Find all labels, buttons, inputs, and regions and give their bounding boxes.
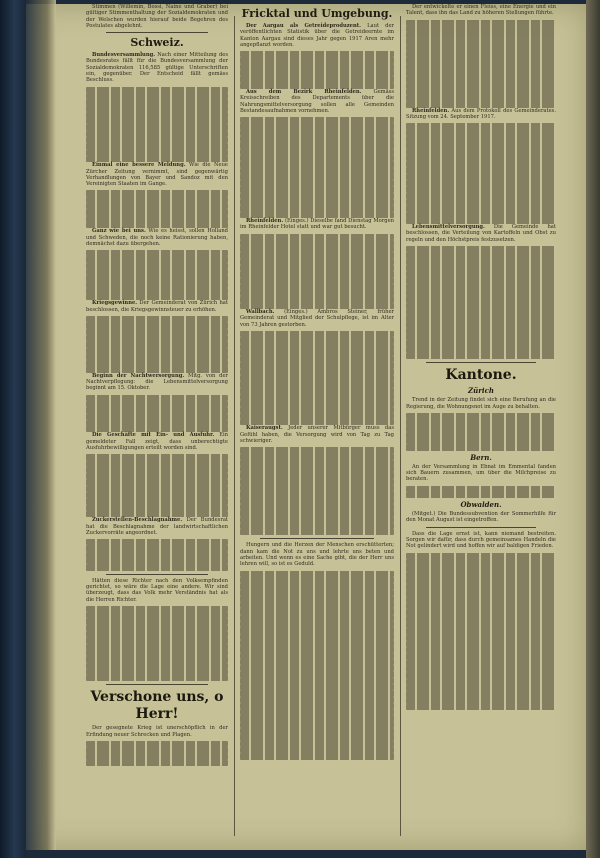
- article-title: Aus dem Bezirk Rheinfelden.: [246, 88, 362, 95]
- canton-name: Zürich: [468, 386, 494, 396]
- article-title: Einmal eine bessere Meldung.: [92, 162, 186, 169]
- text-lines: [86, 605, 228, 682]
- article-title: Lebensmittelversorgung.: [412, 224, 485, 231]
- article-paragraph: [240, 425, 394, 444]
- article-title: Beginn der Nachtwersorgung.: [92, 372, 185, 379]
- column-middle: [240, 4, 394, 850]
- article-title: Bundesversammlung.: [92, 52, 156, 59]
- article-text: Nach einer Mitteilung des Bundesrates fällt für die Bundesversammlung der Sozialdemokraten 116,585 gültige Unterschriften ein, gegenüber. Der Entscheid fällt gemäss Beschluss.: [86, 52, 228, 84]
- divider: [426, 362, 536, 363]
- text-lines: [240, 446, 394, 535]
- article-paragraph: [406, 108, 556, 121]
- text-lines: [86, 86, 228, 163]
- section-heading: Kantone.: [445, 367, 517, 384]
- article-paragraph: [86, 300, 228, 313]
- article-title: Rheinfelden.: [246, 217, 284, 224]
- page-edge: [586, 0, 600, 858]
- column-left: [86, 4, 228, 850]
- article-paragraph: [86, 228, 228, 247]
- text-lines: [406, 122, 556, 224]
- lower-headline: Verschone uns, o Herr!: [90, 689, 224, 723]
- article-title: Der Aargau als Getreideproduzent.: [246, 23, 361, 29]
- article-paragraph: [240, 309, 394, 328]
- divider: [426, 527, 536, 528]
- section-heading: Schweiz.: [130, 36, 184, 50]
- article-paragraph: [240, 23, 394, 48]
- canton-name: Bern.: [470, 452, 492, 462]
- text-lines: [406, 552, 556, 710]
- section-heading: Fricktal und Umgebung.: [241, 7, 393, 20]
- article-text: Der Bundesrat hat die Beschlagnahme der landwirtschaftlichen Zuckervorräte angeordnet.: [86, 517, 228, 536]
- article-text: Wie es heisst, sollen Holland und Schweden, die noch keine Rationierung haben, demnächst dazu übergehen.: [86, 228, 228, 247]
- article-text: Aus dem Protokoll des Gemeinderates. Sitzung vom 24. September 1917.: [406, 107, 556, 121]
- article-text: Mitg. von der Nachtverpflegung: die Lebensmittelversorgung beginnt am 15. Oktober.: [86, 372, 228, 392]
- article-title: Wallbach.: [246, 309, 275, 316]
- text-lines: [86, 315, 228, 373]
- text-lines: [240, 570, 394, 760]
- text-lines: [86, 249, 228, 300]
- article-paragraph: [86, 432, 228, 451]
- article-text: (Einges.) Dieselbe fand Dienstag Morgen im Rheinfelder Hotel statt und war gut besucht.: [240, 217, 394, 231]
- book-binding: [0, 0, 26, 858]
- page-gutter: [26, 0, 56, 850]
- lower-paragraph: Hätten diese Richter nach den Volksempfinden gerichtet, so wäre die Lage eine andere. Wir sind überzeugt, dass das Volk mehr Verständnis hat als die Herren Richter.: [86, 577, 228, 603]
- lower-paragraph: Dass die Lage ernst ist, kann niemand bestreiten. Sorgen wir dafür, dass durch gemeinsames Handeln die Not gelindert wird und hoffen wir auf baldigen Frieden.: [406, 530, 556, 550]
- article-paragraph: [86, 517, 228, 536]
- article-text: Wie die Neue Zürcher Zeitung vernimmt, sind gegenwärtig Verhandlungen von Bayer und Sandoz mit den Vereinigten Staaten im Gange.: [86, 162, 228, 188]
- text-lines: [406, 245, 556, 359]
- divider: [106, 684, 208, 685]
- article-paragraph: [240, 218, 394, 231]
- article-paragraph: [86, 162, 228, 187]
- article-paragraph: [240, 89, 394, 114]
- article-text: Gemäss Kreisschreiben des Departements über die Nahrungsmittelversorgung sollen alle Gemeinden Bestandesaufnahmen vornehmen.: [240, 88, 394, 114]
- intro-paragraph: Stimmen (Willemin, Bossi, Naine und Graber) bei gültiger Stimmenthaltung der Sozialdemokraten und der Welschen wurden hierauf beide Begehren des Postulates abgelehnt.: [86, 4, 228, 29]
- article-text: Die Gemeinde hat beschlossen, die Verteilung von Kartoffeln und Obst zu regeln und den Höchstpreis festzusetzen.: [406, 224, 556, 243]
- text-lines: [86, 538, 228, 570]
- text-lines: [240, 233, 394, 310]
- article-title: Die Geschäfte mit Ein- und Ausfuhr.: [92, 432, 215, 439]
- divider: [106, 32, 208, 33]
- column-right: [406, 4, 556, 850]
- text-lines: [240, 116, 394, 218]
- article-paragraph: [86, 373, 228, 392]
- text-lines: [86, 740, 228, 766]
- text-lines: [240, 50, 394, 89]
- article-text: Der Gemeinderat von Zürich hat beschlossen, die Kriegsgewinnsteuer zu erhöhen.: [86, 300, 228, 313]
- divider: [260, 538, 374, 539]
- article-text: Jeder unserer Mitbürger muss das Gefühl haben, die Versorgung wird von Tag zu Tag schwieriger.: [240, 425, 394, 444]
- text-lines: [240, 330, 394, 425]
- divider: [106, 574, 208, 575]
- text-lines: [86, 189, 228, 228]
- column-rule: [400, 16, 401, 836]
- article-title: Kaiseraugst.: [246, 425, 283, 432]
- article-title: Zuckerstellen-Beschlagnahme.: [92, 517, 183, 524]
- text-lines: [86, 394, 228, 433]
- canton-paragraph: (Mitget.) Die Bundessubvention der Sommerhilfe für den Monat August ist eingetroffen.: [406, 511, 556, 524]
- column-rule: [234, 16, 235, 836]
- text-lines: [406, 485, 556, 499]
- article-title: Kriegsgewinne.: [92, 300, 138, 307]
- newspaper-page: [26, 4, 588, 850]
- article-title: Ganz wie bei uns.: [92, 228, 146, 235]
- article-title: Rheinfelden.: [412, 107, 450, 114]
- text-lines: [406, 19, 556, 108]
- article-text: Ein gemeldeter Fall zeigt, dass unberechtigte Ausfuhrbewilligungen erteilt worden sind.: [86, 432, 228, 451]
- article-paragraph: [406, 224, 556, 243]
- canton-paragraph: Trend in der Zeitung findet sich eine Berufung an die Regierung, die Wohnungsnot im Auge zu behalten.: [406, 397, 556, 410]
- canton-paragraph: An der Versammlung in Ebnat im Emmental fanden sich Bauern zusammen, um über die Milchpreise zu beraten.: [406, 463, 556, 483]
- article-text: (Einges.) Ambros Steiner, früher Gemeinderat und Mitglied der Schulpflege, ist im Alter von 73 Jahren gestorben.: [240, 309, 394, 328]
- article-paragraph: [86, 52, 228, 83]
- lower-paragraph: Hungern und die Herzen der Menschen erschütterten; dann kam die Not zu uns und lehrte uns beten und arbeiten. Und wenn es eine Sache gibt, die der Herr uns lehren will, so ist es Geduld.: [240, 542, 394, 568]
- canton-name: Obwalden.: [460, 500, 502, 510]
- text-lines: [86, 453, 228, 517]
- text-lines: [406, 412, 556, 451]
- intro-paragraph: Der entwickelte er einen Fleiss, eine Energie und ein Talent, dass ihn das Land zu höheren Stellungen führte.: [406, 4, 556, 17]
- lower-subparagraph: Der gesegnete Krieg ist unerschöpflich in der Erfindung neuer Schrecken und Plagen.: [86, 725, 228, 738]
- article-text: Laut der veröffentlichten Statistik über die Getreideernte im Kanton Aargau sind dieses Jahr gegen 1917 Aren mehr angepflanzt worden.: [240, 23, 394, 48]
